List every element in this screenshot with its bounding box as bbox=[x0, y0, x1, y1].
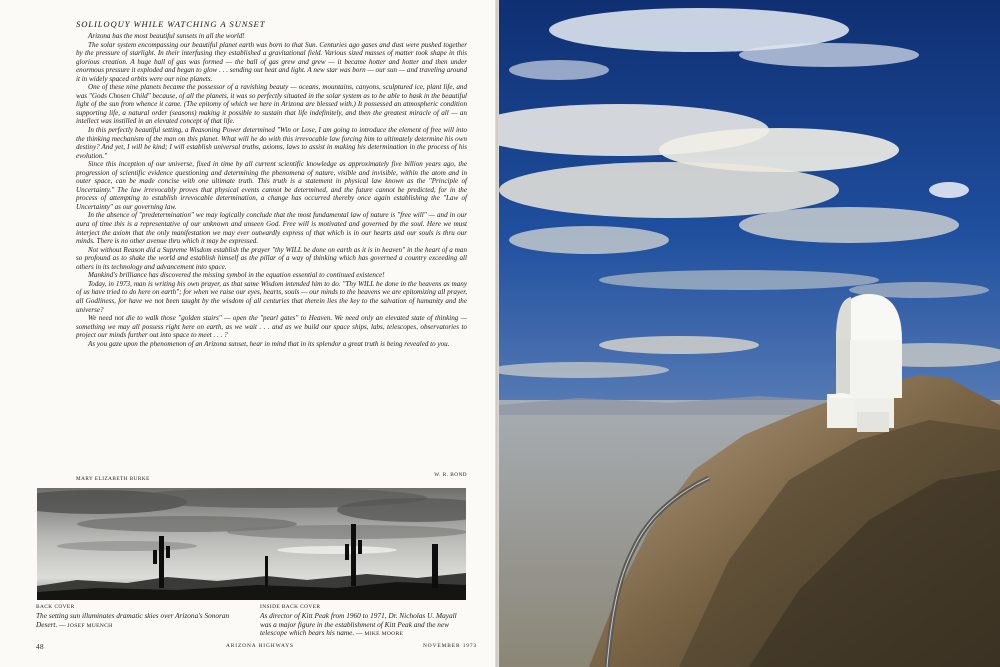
page-number: 48 bbox=[36, 643, 44, 651]
paragraph: The solar system encompassing our beautiful planet earth was born to that Sun. Centuries ago gases and dust were pushed together by the pressure of starlight. In their interfusing they established a gravitational field. Various sized masses of matter took shape in this glorious creation. A huge ball of gas was formed — the ball of gas grew and grew — it became hotter and hotter and then under enormous pressure it exploded and began to glow . . . sending out heat and light. A new star was born — our sun — and traveling around it in widely spaced orbits were our nine planets. bbox=[76, 40, 467, 83]
paragraph: In the absence of "predetermination" we may logically conclude that the most fundamental law of nature is "free will" — and in our aura of time this is a representative of our unknown and unseen God. Free will is motivated and governed by the soul. Here we must interject the axiom that the only manifestation we may ever outwardly express of that which is in our hearts and our souls is thru our minds. There is no other avenue thru which it may be expressed. bbox=[76, 211, 467, 246]
caption-header: INSIDE BACK COVER bbox=[260, 604, 321, 610]
caption-text: The setting sun illuminates dramatic skies over Arizona's Sonoran Desert. — bbox=[36, 611, 230, 629]
paragraph: Mankind's brilliance has discovered the missing symbol in the equation essential to continued existence! bbox=[88, 271, 385, 280]
sunset-photo-graphic bbox=[37, 488, 466, 600]
inside-back-cover-caption bbox=[260, 603, 466, 638]
caption-credit: MIKE MOORE bbox=[364, 630, 404, 637]
magazine-name: ARIZONA HIGHWAYS bbox=[226, 643, 294, 649]
observatory-photo-graphic bbox=[499, 0, 1000, 667]
photo-credit: W. R. BOND bbox=[434, 472, 467, 478]
paragraph: Today, in 1973, man is writing his own prayer, as that same Wisdom intended him to do. "Thy WILL be done in the heavens as many of us have tried to do here on earth"; for when we raise our eyes, hearts, souls — our minds to the heavens we are epitomizing all prayer, all Godliness, for have we not been taught by the wisdom of all centuries that therein lies the key to the salvation of humanity and the universe? bbox=[76, 279, 467, 314]
article-title: SOLILOQUY WHILE WATCHING A SUNSET bbox=[76, 19, 266, 29]
back-cover-caption bbox=[36, 603, 248, 630]
paragraph: Arizona has the most beautiful sunsets in all the world! bbox=[88, 32, 245, 40]
paragraph: We need not die to walk those "golden stairs" — open the "pearl gates" to Heaven. We need only an elevated state of thinking — something we may all possess right here on earth, as we wait . . . and as we build our space ships, labs, telescopes, observatories to project our minds further out into space to meet . . . ? bbox=[76, 314, 467, 340]
paragraph: Since this inception of our universe, fixed in time by all current scientific knowledge as approximately five billion years ago, the progression of scientific evidence questioning and determining the phenomena of nature, visible and invisible, within the atom and in outer space, can be made concise with one ultimate truth. This truth is a statement in physical law known as the "Principle of Uncertainty." The law irrevocably proves that physical events cannot be determined, and the future cannot be predicted, for in the process of attempting to establish irrevocable determination, a change has occurred thereby once again establishing the "Law of Uncertainty" as our governing law. bbox=[76, 160, 467, 211]
article-body bbox=[76, 32, 467, 348]
paragraph: As you gaze upon the phenomenon of an Arizona sunset, hear in mind that in its splendor a great truth is being revealed to you. bbox=[88, 339, 450, 348]
paragraph: In this perfectly beautiful setting, a Reasoning Power determined "Win or Lose, I am going to introduce the element of free will into the thinking mechanism of the man on this planet. What will he do with this irrevocable law forcing him to ultimately determine his own destiny? And yet, I will be kind; I will establish universal truths, axioms, laws to assist in making his determination in the process of his evolution." bbox=[76, 126, 467, 160]
caption-text: As director of Kitt Peak from 1960 to 1971, Dr. Nicholas U. Mayall was a major figure in the establishment of Kitt Peak and the new telescope which bears his name. — bbox=[260, 611, 457, 637]
author-name: MARY ELIZABETH BURKE bbox=[76, 476, 150, 482]
caption-header: BACK COVER bbox=[36, 604, 75, 610]
paragraph: Not without Reason did a Supreme Wisdom establish the prayer "thy WILL be done on earth as it is in heaven" in the heart of a man so profound as to shake the world and establish himself as the pillar of a way of thinking which has governed a country exceeding all others in its technology and advancement into space. bbox=[76, 245, 467, 271]
left-page bbox=[0, 0, 497, 667]
sunset-saguaro-photo bbox=[37, 488, 466, 600]
issue-date: NOVEMBER 1973 bbox=[423, 643, 478, 649]
kitt-peak-photo bbox=[499, 0, 1000, 667]
signature-row bbox=[76, 472, 467, 486]
caption-credit: JOSEF MUENCH bbox=[67, 622, 113, 629]
paragraph: One of these nine planets became the possessor of a ravishing beauty — oceans, mountains, canyons, sculptured ice, plant life, and was "Gods Chosen Child" because, of all the planets, it was so perfectly situated in the solar system as to be able to bask in the beautiful light of the sun from whence it came. (The epitomy of which we here in Arizona are blessed with.) It possessed an atmospheric condition supporting life, a natural order (seasons) making it possible to sustain that life indefinitely, and then the greatest miracle of all — an intellect was instilled in an elevated concept of that life. bbox=[76, 83, 467, 126]
